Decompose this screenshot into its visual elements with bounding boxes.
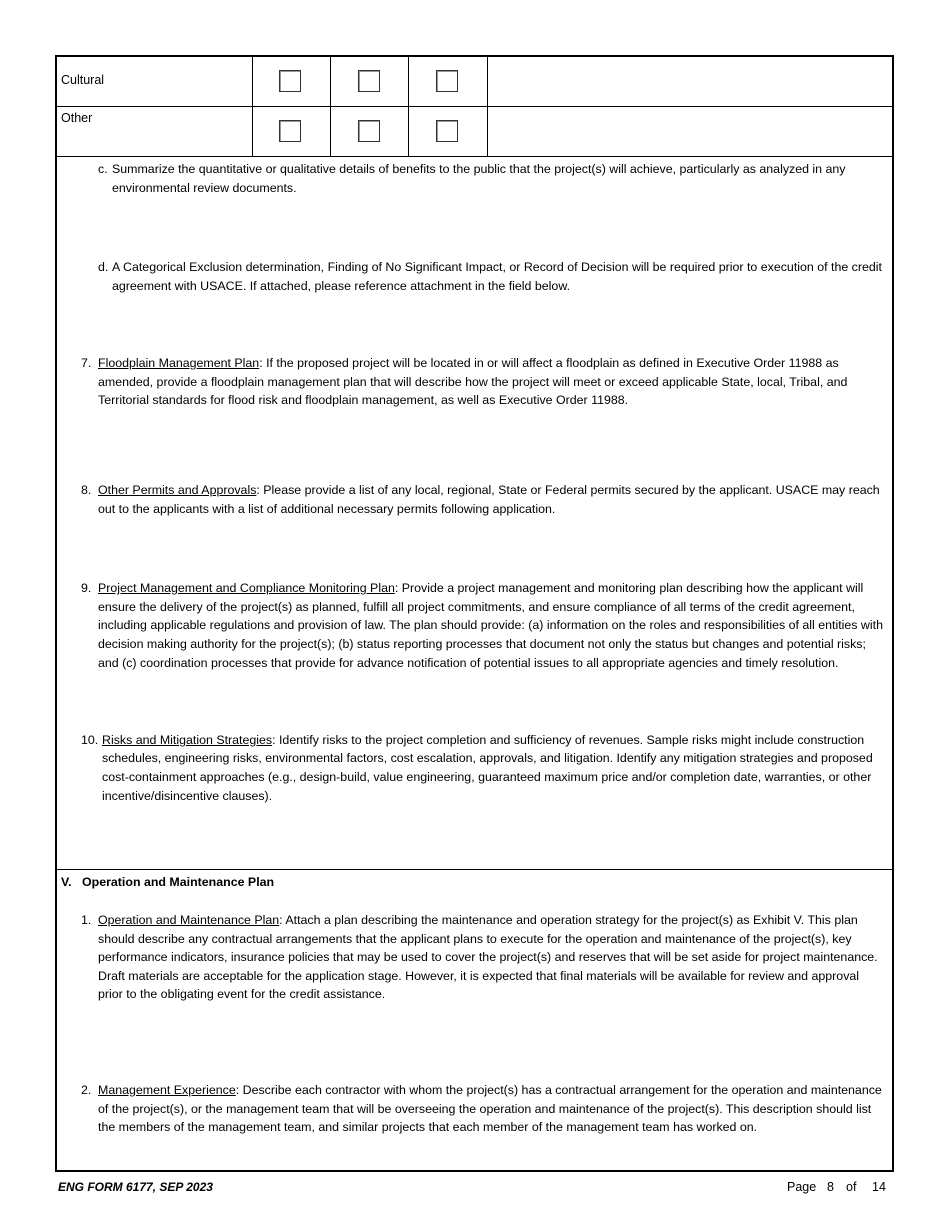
- item-text-line: A Categorical Exclusion determination, Finding of No Significant Impact, or Record of Decision will be required prior to execution of the credit: [112, 260, 882, 274]
- response-field-d[interactable]: [97, 299, 877, 354]
- page-label: Page: [787, 1180, 817, 1194]
- item-text-line: ensure the delivery of the project(s) as planned, fulfill all project commitments, and ensure compliance of all terms of the credit agreement,: [98, 600, 855, 614]
- response-field-8[interactable]: [81, 521, 877, 577]
- checkbox[interactable]: [436, 120, 458, 142]
- row-label-cell: [57, 107, 253, 156]
- item-text: : Provide a project management and monitoring plan describing how the applicant will: [394, 581, 864, 595]
- item-text-line: including applicable regulations and provision of law. The plan should provide: (a) information on the roles and responsibilities of all entities with: [98, 618, 883, 632]
- response-field-v1[interactable]: [81, 1008, 877, 1076]
- item-text-line: [98, 1081, 882, 1100]
- checkbox[interactable]: [358, 120, 380, 142]
- item-text-line: performance indicators, insurance policies that may be used to cover the project(s) and reserves that will be set aside for project maintenance.: [98, 950, 878, 964]
- item-number: 1.: [81, 913, 92, 927]
- response-field-7[interactable]: [81, 413, 877, 481]
- section-iv-continuation: [57, 157, 892, 870]
- checkbox[interactable]: [279, 120, 301, 142]
- checkbox[interactable]: [358, 70, 380, 92]
- checkbox-cell-1: [253, 57, 331, 106]
- comment-field[interactable]: [488, 107, 892, 156]
- item-text-line: amended, provide a floodplain management plan that will describe how the project will meet or exceed applicable State, local, Tribal, and: [98, 375, 848, 389]
- item-number: 8.: [81, 483, 92, 497]
- checkbox-cell-2: [331, 107, 409, 156]
- item-text-line: and (c) coordination processes that provide for advance notification of potential issues to all appropriate agencies and timely resolution.: [98, 656, 839, 670]
- table-row-other: [57, 107, 892, 157]
- checkbox-cell-3: [409, 107, 488, 156]
- item-text: : If the proposed project will be located in or will affect a floodplain as defined in Executive Order 11988 as: [259, 356, 839, 370]
- section-numeral: V.: [61, 875, 72, 889]
- section-v: [57, 870, 892, 1170]
- response-field-c[interactable]: [97, 201, 877, 256]
- checkbox[interactable]: [279, 70, 301, 92]
- item-text: : Identify risks to the project completion and sufficiency of revenues. Sample risks might include construction: [272, 733, 865, 747]
- item-marker: c.: [98, 162, 108, 176]
- item-text-line: [98, 481, 880, 500]
- item-text-line: [98, 911, 858, 930]
- item-text: : Attach a plan describing the maintenance and operation strategy for the project(s) as Exhibit V. This plan: [279, 913, 858, 927]
- item-text-line: [98, 354, 839, 373]
- item-text-line: of the project(s), or the management team that will be overseeing the operation and maintenance of the project(s). This description should list: [98, 1102, 872, 1116]
- item-text-line: environmental review documents.: [112, 181, 297, 195]
- item-text-line: Summarize the quantitative or qualitative details of benefits to the public that the project(s) will achieve, particularly as analyzed in any: [112, 162, 846, 176]
- row-label-cell: [57, 57, 253, 106]
- item-number: 2.: [81, 1083, 92, 1097]
- checkbox[interactable]: [436, 70, 458, 92]
- response-field-10[interactable]: [81, 809, 877, 867]
- table-row-cultural: [57, 57, 892, 107]
- item-title: Operation and Maintenance Plan: [98, 913, 280, 927]
- item-title: Project Management and Compliance Monitoring Plan: [98, 581, 395, 595]
- checkbox-cell-1: [253, 107, 331, 156]
- item-title: Management Experience: [98, 1083, 236, 1097]
- item-text-line: decision making authority for the project(s); (b) status reporting processes that document not only the status but changes and potential risks;: [98, 637, 866, 651]
- item-text-line: Territorial standards for flood risk and floodplain management, as well as Executive Order 11988.: [98, 393, 629, 407]
- item-number: 7.: [81, 356, 92, 370]
- item-text-line: prior to the obligating event for the credit assistance.: [98, 987, 386, 1001]
- item-title: Floodplain Management Plan: [98, 356, 260, 370]
- item-text-line: schedules, engineering risks, environmental factors, cost escalation, approvals, and litigation. Identify any mitigation strategies and proposed: [102, 751, 873, 765]
- item-text: : Please provide a list of any local, regional, State or Federal permits secured by the applicant. USACE may reach: [256, 483, 880, 497]
- page-of-label: of: [846, 1180, 857, 1194]
- item-text-line: the members of the management team, and similar projects that each member of the management team has worked on.: [98, 1120, 758, 1134]
- page-total: 14: [872, 1180, 886, 1194]
- item-text-line: [98, 579, 863, 598]
- item-marker: d.: [98, 260, 109, 274]
- page-number: 8: [827, 1180, 834, 1194]
- section-heading: Operation and Maintenance Plan: [82, 875, 275, 889]
- item-number: 9.: [81, 581, 92, 595]
- item-text-line: should describe any contractual arrangements that the applicant plans to execute for the operation and maintenance of the project(s), key: [98, 932, 852, 946]
- item-text-line: cost-containment approaches (e.g., design-build, value engineering, guaranteed maximum price and/or completion date, warranties, or other: [102, 770, 872, 784]
- checkbox-cell-2: [331, 57, 409, 106]
- response-field-9[interactable]: [81, 677, 877, 729]
- item-title: Other Permits and Approvals: [98, 483, 257, 497]
- form-identifier: ENG FORM 6177, SEP 2023: [58, 1180, 213, 1194]
- row-label: Cultural: [61, 73, 105, 87]
- checkbox-cell-3: [409, 57, 488, 106]
- row-label: Other: [61, 111, 93, 125]
- item-text-line: Draft materials are acceptable for the application stage. However, it is expected that final materials will be available for review and approval: [98, 969, 860, 983]
- comment-field[interactable]: [488, 57, 892, 106]
- form-page: [55, 55, 894, 1172]
- item-text-line: [102, 731, 864, 750]
- item-text-line: out to the applicants with a list of additional necessary permits following application.: [98, 502, 556, 516]
- item-text-line: incentive/disincentive clauses).: [102, 789, 273, 803]
- item-title: Risks and Mitigation Strategies: [102, 733, 273, 747]
- item-number: 10.: [81, 733, 99, 747]
- item-text-line: agreement with USACE. If attached, please reference attachment in the field below.: [112, 279, 571, 293]
- item-text: : Describe each contractor with whom the project(s) has a contractual arrangement for the operation and maintenance: [235, 1083, 882, 1097]
